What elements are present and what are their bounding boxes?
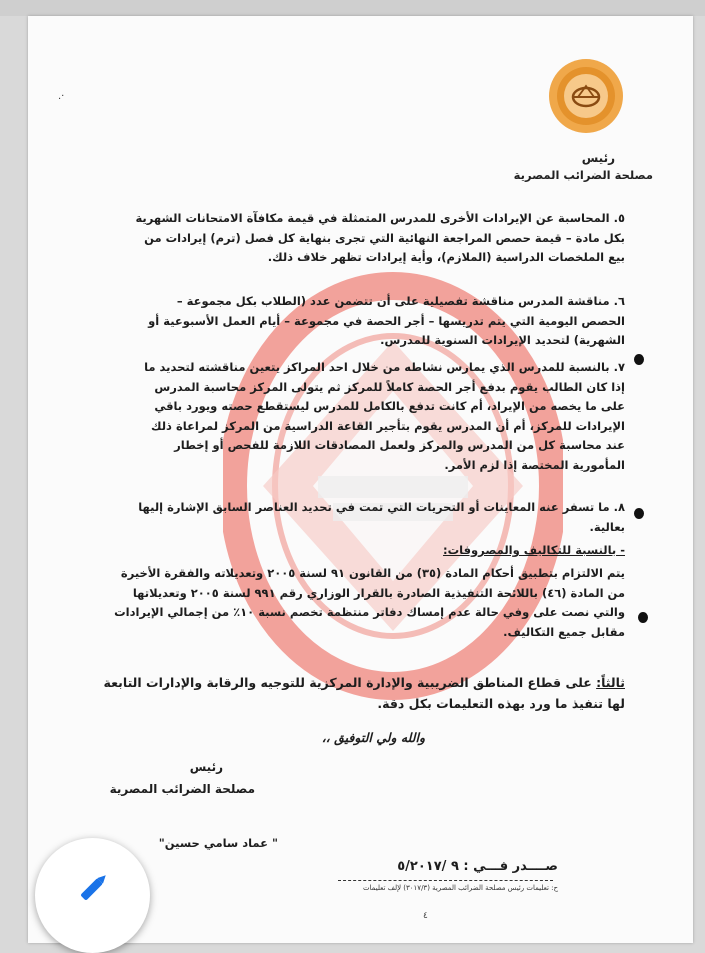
pencil-icon: [73, 868, 113, 908]
signature-title: رئيس: [189, 760, 223, 774]
edit-fab-button[interactable]: [35, 838, 150, 953]
page-number: ٤: [423, 911, 428, 921]
signature-org: مصلحة الضرائب المصرية: [109, 782, 255, 796]
item-6: ٦. مناقشة المدرس مناقشة تفصيلية على أن تتضمن عدد (الطلاب بكل مجموعة – الحصص اليومية التي يتم تدريسها – أجر الحصة في مجموعة – أيام العمل الأسبوعية أو الشهرية) لتحديد الإيرادات السنوية للمدرس.: [148, 294, 625, 347]
costs-heading: - بالنسبة للتكاليف والمصروفات:: [443, 543, 625, 557]
third-label: ثالثاً:: [596, 675, 625, 690]
item-8: ٨. ما تسفر عنه المعاينات أو التحريات التي تمت في تحديد العناصر السابق الإشارة إليها بعالية.: [138, 500, 625, 534]
issued-underline: [338, 880, 553, 881]
closing-line: والله ولي التوفيق ،،: [321, 730, 425, 745]
footnote: ح: تعليمات رئيس مصلحة الضرائب المصرية (٣٠١٧/٣) لإلف تعليمات: [362, 884, 558, 892]
tax-authority-logo: [548, 58, 624, 134]
item-5: ٥. المحاسبة عن الإيرادات الأخرى للمدرس المتمثلة في قيمة مكافآة الامتحانات الشهرية بكل مادة – قيمة حصص المراجعة النهائية التي تجرى بنهاية كل فصل (ترم) إيرادات من بيع الملخصات الدراسية (الملازم)، وأية إيرادات تظهر خلاف ذلك.: [135, 211, 625, 264]
item-7: ٧. بالنسبة للمدرس الذي يمارس نشاطه من خلال احد المراكز يتعين مناقشته لتحديد ما إذا كان الطالب يقوم بدفع أجر الحصة كاملاً للمركز ثم يتولى المركز محاسبة المدرس على ما يخصه من الإيراد، أم كانت تدفع بالكامل للمدرس ليستقطع حصته ويورد باقي الإيرادات للمركز، أم أن المدرس يقوم بتأجير القاعة الدراسية من المركز لمراعاة ذلك عند محاسبة كل من المدرس والمركز ولعمل المصادقات اللازمة للفحص أو إخطار المأمورية المختصة إذا لزم الأمر.: [144, 360, 625, 472]
margin-dot: [634, 354, 644, 365]
issued-date: صــــدر فـــي : ٩ /٥/٢٠١٧: [397, 859, 558, 874]
top-bar: [0, 0, 705, 16]
document-page: [28, 16, 693, 943]
header-subtitle: مصلحة الضرائب المصرية: [513, 168, 653, 182]
costs-body: يتم الالتزام بتطبيق أحكام المادة (٣٥) من القانون ٩١ لسنة ٢٠٠٥ وتعديلاته والفقرة الأخيرة من المادة (٤٦) باللائحة التنفيذية الصادرة بالقرار الوزاري رقم ٩٩١ لسنة ٢٠٠٥ وتعديلاتها والتي نصت على وفي حالة عدم إمساك دفاتر منتظمة تخصم نسبة ١٠٪ من إجمالي الإيرادات مقابل جميع التكاليف.: [114, 566, 625, 639]
margin-dot: [634, 508, 644, 519]
scan-speck: .·: [58, 91, 65, 102]
signature-name: " عماد سامي حسين": [158, 836, 278, 850]
header-title: رئيس: [581, 151, 615, 165]
third-paragraph: [95, 672, 625, 714]
margin-dot: [638, 612, 648, 623]
third-body: على قطاع المناطق الضريبية والإدارة المركزية للتوجيه والرقابة والإدارات التابعة لها تنفيذ ما ورد بهذه التعليمات بكل دقة.: [103, 675, 625, 711]
